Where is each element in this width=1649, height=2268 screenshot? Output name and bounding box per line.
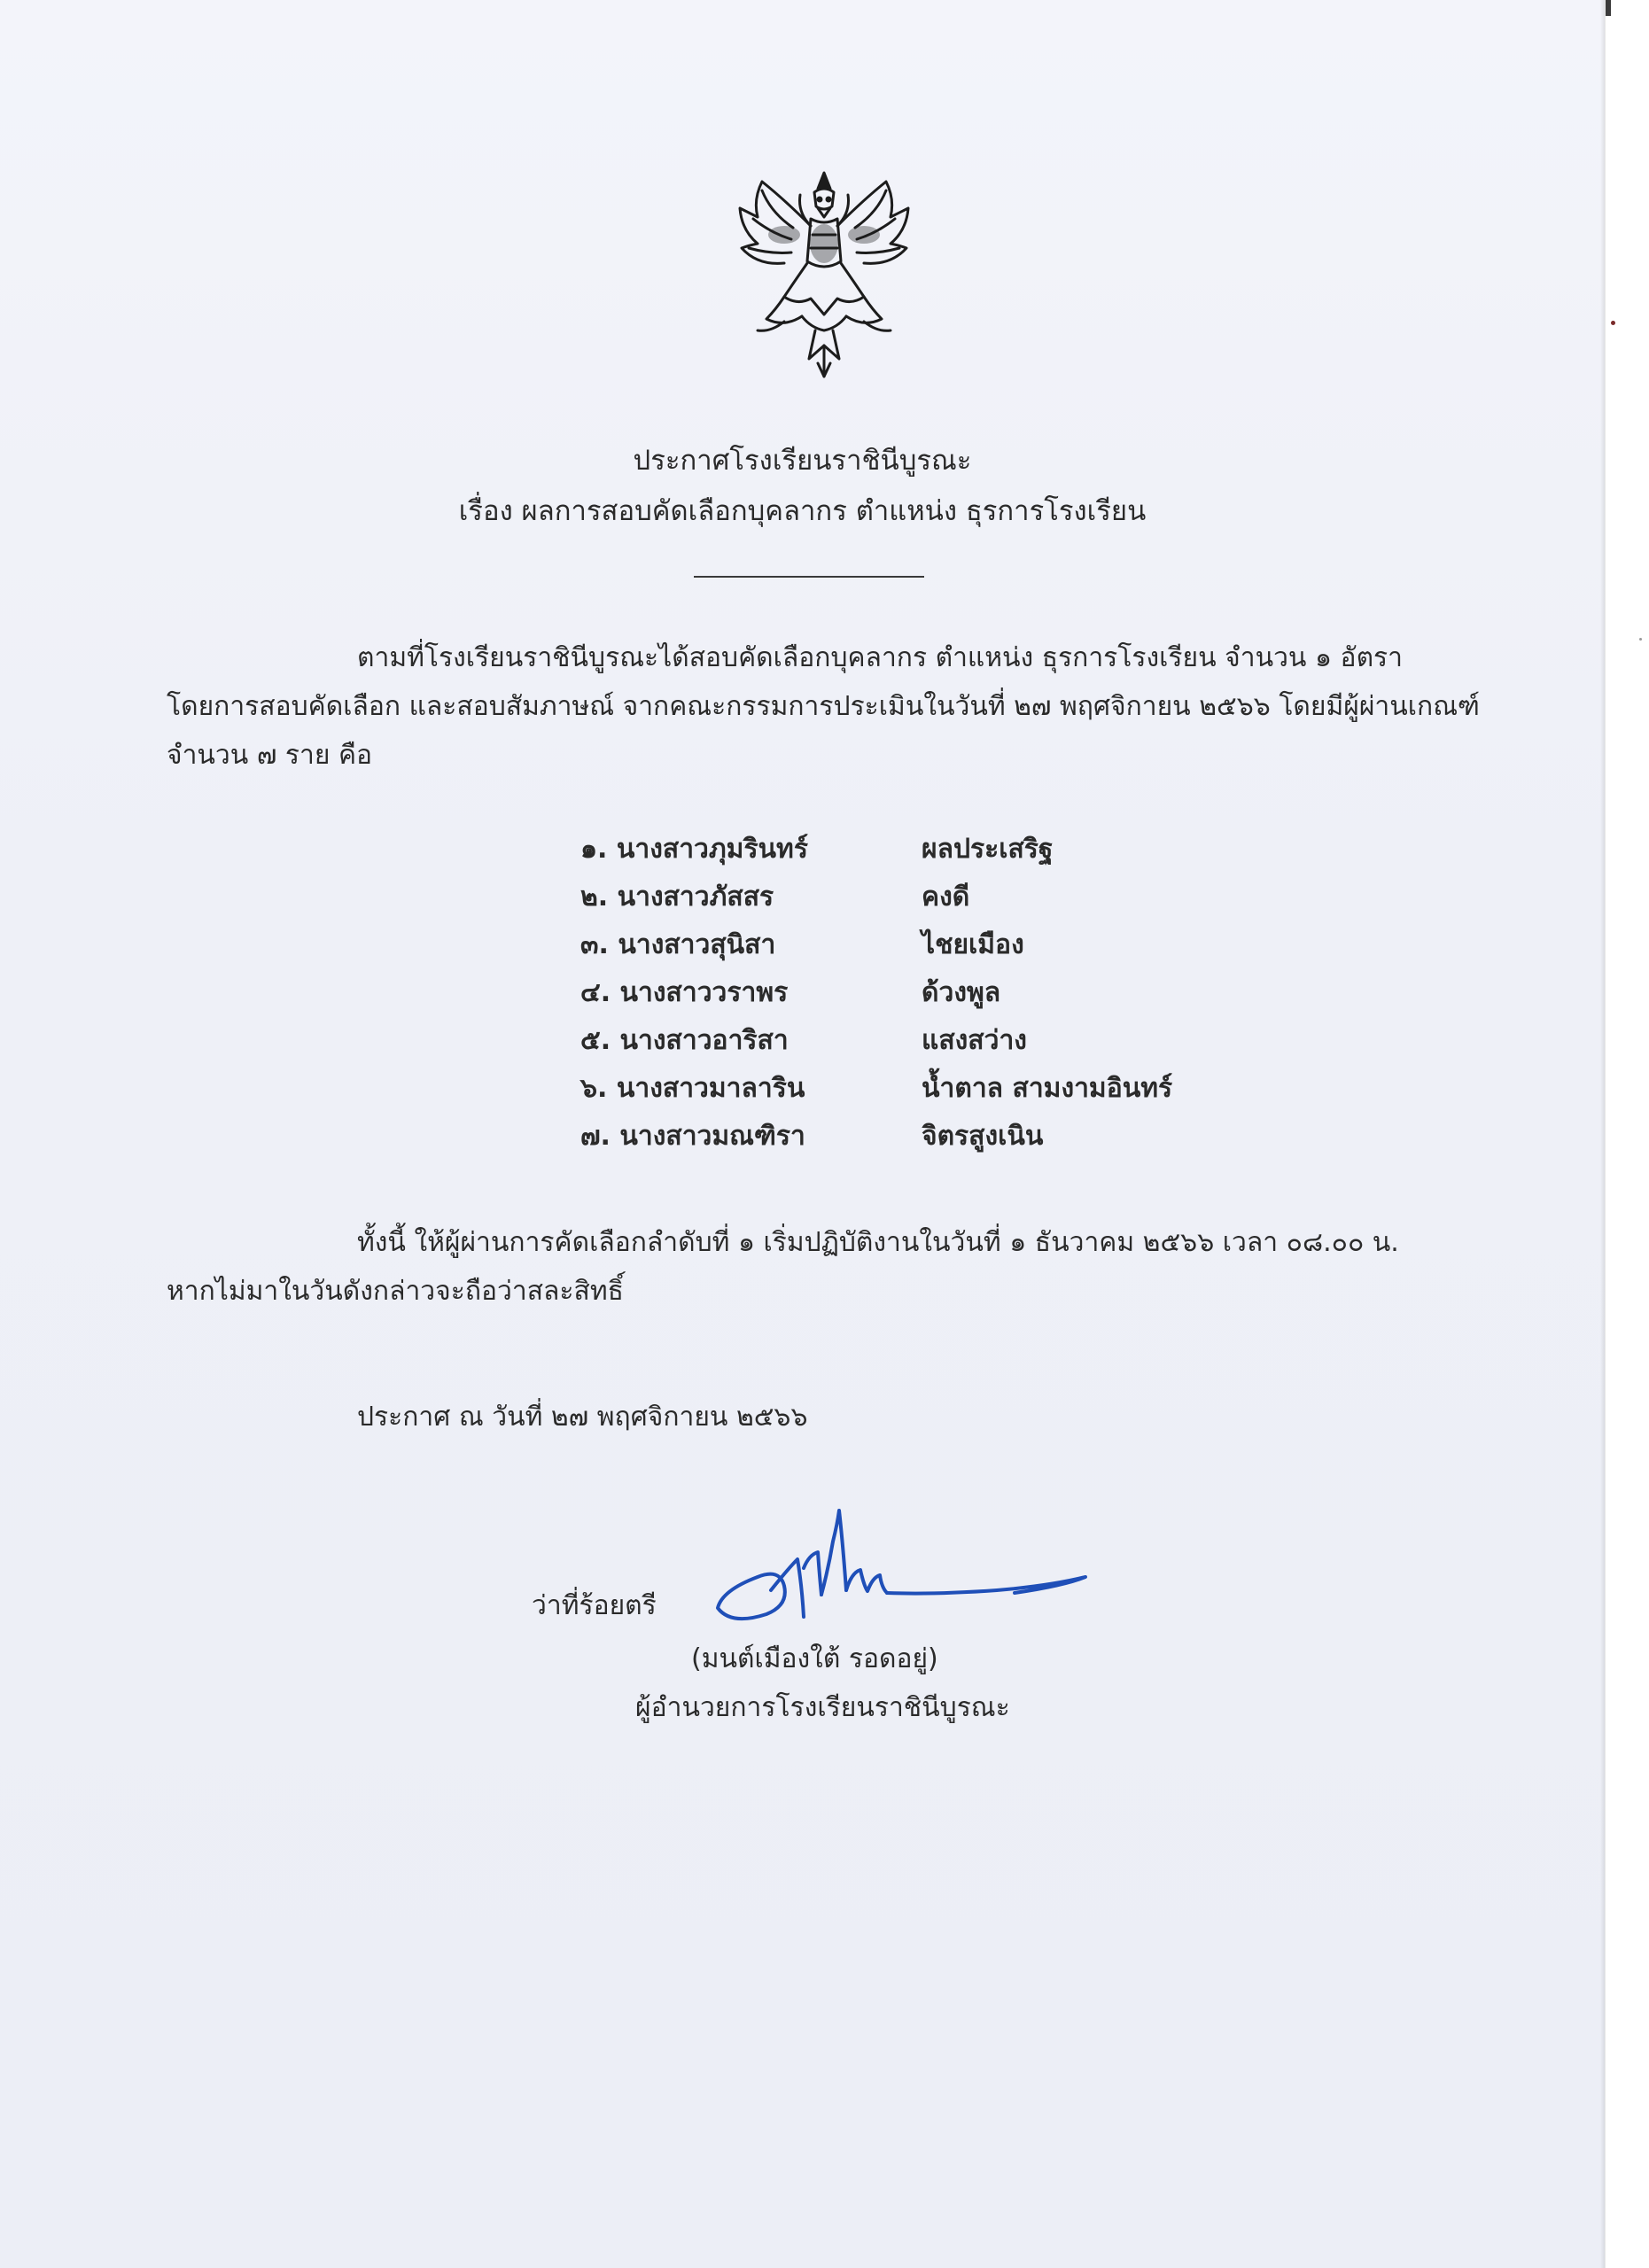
candidate-first-name: ๗. นางสาวมณฑิรา <box>580 1121 805 1152</box>
signer-rank: ว่าที่ร้อยตรี <box>532 1590 657 1621</box>
list-item <box>580 969 1172 1017</box>
scan-margin <box>1605 0 1649 2268</box>
candidate-last-name: แสงสว่าง <box>922 1025 1027 1056</box>
candidate-last-name: จิตรสูงเนิน <box>922 1121 1044 1152</box>
candidate-last-name: ไชยเมือง <box>922 929 1024 960</box>
candidate-last-name: ด้วงพูล <box>922 977 1001 1008</box>
paragraph-line: จำนวน ๗ ราย คือ <box>167 740 373 771</box>
list-item <box>580 921 1172 969</box>
candidate-first-name: ๑. นางสาวภุมรินทร์ <box>580 834 808 865</box>
announcement-subject: เรื่อง ผลการสอบคัดเลือกบุคลากร ตำแหน่ง ธุรการโรงเรียน <box>458 495 1147 527</box>
candidate-first-name: ๕. นางสาวอาริสา <box>580 1025 789 1056</box>
announcement-title: ประกาศโรงเรียนราชินีบูรณะ <box>633 445 972 477</box>
list-item <box>580 1113 1172 1161</box>
list-item <box>580 1065 1172 1113</box>
list-item <box>580 1017 1172 1065</box>
handwritten-signature <box>704 1506 1094 1630</box>
page-edge-shadow <box>1600 0 1606 2268</box>
scan-speck <box>1639 638 1642 641</box>
title-divider <box>694 576 924 578</box>
signer-name: (มนต์เมืองใต้ รอดอยู่) <box>691 1643 938 1674</box>
signer-position: ผู้อำนวยการโรงเรียนราชินีบูรณะ <box>635 1692 1010 1723</box>
candidate-last-name: คงดี <box>922 882 970 913</box>
announcement-date: ประกาศ ณ วันที่ ๒๗ พฤศจิกายน ๒๕๖๖ <box>357 1402 808 1433</box>
candidate-last-name: น้ำตาล สามงามอินทร์ <box>922 1073 1173 1104</box>
candidate-last-name: ผลประเสริฐ <box>922 834 1054 865</box>
paragraph-line: โดยการสอบคัดเลือก และสอบสัมภาษณ์ จากคณะกรรมการประเมินในวันที่ ๒๗ พฤศจิกายน ๒๕๖๖ โดยมีผู้ผ่านเกณฑ์ <box>167 691 1480 722</box>
garuda-emblem-icon <box>722 164 926 385</box>
paragraph-line: หากไม่มาในวันดังกล่าวจะถือว่าสละสิทธิ์ <box>167 1276 624 1307</box>
scan-corner-mark <box>1606 0 1611 16</box>
candidate-first-name: ๔. นางสาววราพร <box>580 977 789 1008</box>
candidate-list <box>580 826 1172 1161</box>
scan-speck <box>1611 321 1615 325</box>
intro-paragraph <box>167 633 1478 780</box>
candidate-first-name: ๓. นางสาวสุนิสา <box>580 929 776 960</box>
list-item <box>580 826 1172 874</box>
candidate-first-name: ๖. นางสาวมาลาริน <box>580 1073 805 1104</box>
list-item <box>580 874 1172 921</box>
paragraph-line: ตามที่โรงเรียนราชินีบูรณะได้สอบคัดเลือกบุคลากร ตำแหน่ง ธุรการโรงเรียน จำนวน ๑ อัตรา <box>357 642 1404 673</box>
paragraph-line: ทั้งนี้ ให้ผู้ผ่านการคัดเลือกลำดับที่ ๑ เริ่มปฏิบัติงานในวันที่ ๑ ธันวาคม ๒๕๖๖ เวลา ๐๘.๐๐ น. <box>357 1227 1399 1258</box>
candidate-first-name: ๒. นางสาวภัสสร <box>580 882 774 913</box>
start-date-paragraph <box>167 1218 1478 1316</box>
